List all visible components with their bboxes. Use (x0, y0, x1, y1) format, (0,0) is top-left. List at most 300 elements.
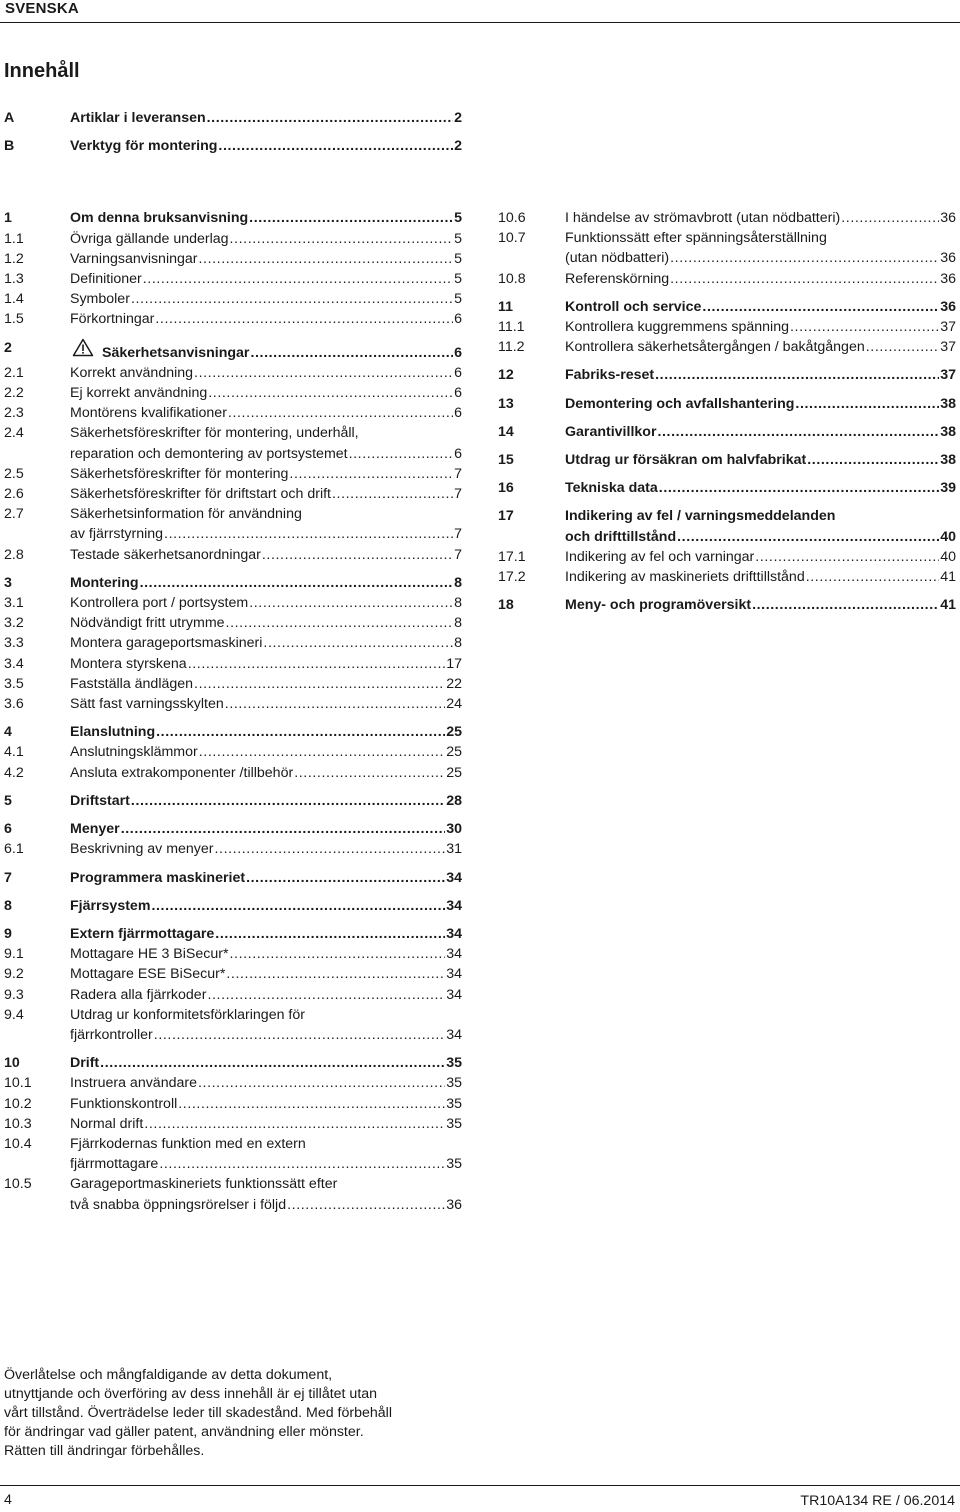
toc-entry-number: 10.5 (4, 1176, 32, 1193)
toc-entry-title: fjärrkontroller (70, 1026, 153, 1043)
toc-entry[interactable] (4, 484, 462, 504)
toc-entry-number: 9 (4, 925, 12, 942)
toc-entry-title: Indikering av fel / varningsmeddelanden (565, 508, 836, 525)
toc-entry-number: 11 (498, 298, 513, 315)
toc-page-number: 6 (454, 405, 462, 422)
toc-entry-number: 1.1 (4, 230, 24, 247)
dot-leader (155, 309, 453, 329)
copyright-notice (4, 1366, 474, 1461)
toc-entry[interactable] (4, 136, 462, 156)
toc-page-number: 40 (940, 548, 956, 565)
toc-entry[interactable] (4, 722, 462, 742)
toc-entry[interactable] (4, 383, 462, 403)
toc-page-number: 6 (454, 364, 462, 381)
toc-page-number: 6 (454, 385, 462, 402)
toc-entry[interactable] (4, 839, 462, 859)
dot-leader (131, 289, 453, 309)
toc-entry-title: Förkortningar (70, 311, 155, 328)
toc-page-number: 35 (446, 1075, 462, 1092)
toc-entry[interactable] (4, 593, 462, 613)
toc-entry-title: Referenskörning (565, 270, 670, 287)
dot-leader (670, 248, 939, 268)
toc-page-number: 5 (454, 250, 462, 267)
dot-leader (332, 484, 453, 504)
dot-leader (841, 208, 939, 228)
toc-entry-number: 9.3 (4, 986, 24, 1003)
dot-leader (225, 694, 445, 714)
toc-entry[interactable] (498, 394, 956, 414)
dot-leader (230, 944, 446, 964)
dot-leader (208, 383, 453, 403)
toc-page-number: 37 (940, 367, 956, 384)
toc-entry-number: 1.4 (4, 291, 24, 308)
toc-page-number: 8 (454, 595, 462, 612)
toc-page-number: 36 (446, 1196, 462, 1213)
toc-entry[interactable] (498, 595, 956, 615)
dot-leader (207, 985, 445, 1005)
toc-entry-title: Fastställa ändlägen (70, 675, 194, 692)
toc-entry[interactable] (4, 363, 462, 383)
toc-page-number: 35 (446, 1055, 462, 1072)
toc-entry-title: Fabriks-reset (565, 367, 655, 384)
toc-entry-title: Garageportmaskineriets funktionssätt efter (70, 1176, 338, 1193)
toc-entry[interactable] (4, 108, 462, 128)
toc-entry-number: 10.1 (4, 1075, 32, 1092)
toc-page-number: 6 (454, 344, 462, 361)
dot-leader (144, 1114, 445, 1134)
toc-entry[interactable] (4, 896, 462, 916)
toc-page-number: 7 (454, 526, 462, 543)
toc-page-number: 35 (446, 1115, 462, 1132)
page-number: 4 (4, 1492, 12, 1508)
toc-entry-title: Elanslutning (70, 724, 156, 741)
toc-entry-title: Kontroll och service (565, 298, 702, 315)
dot-leader (262, 545, 453, 565)
toc-entry-title: Kontrollera port / portsystem (70, 595, 249, 612)
dot-leader (287, 1195, 445, 1215)
toc-page-number: 36 (940, 298, 956, 315)
toc-entry-number: 1.2 (4, 250, 24, 267)
toc-entry-title: Driftstart (70, 792, 130, 809)
toc-entry-title: Instruera användare (70, 1075, 197, 1092)
toc-entry-title: Montera garageportsmaskineri (70, 635, 263, 652)
toc-entry-number: 2.2 (4, 385, 24, 402)
toc-entry[interactable] (4, 613, 462, 633)
toc-entry-title: Definitioner (70, 271, 142, 288)
toc-entry-title: Montera styrskena (70, 655, 187, 672)
toc-page-number: 35 (446, 1156, 462, 1173)
dot-leader (807, 450, 939, 470)
toc-page-number: 34 (446, 966, 462, 983)
toc-entry[interactable] (498, 506, 956, 546)
toc-page-number: 22 (446, 675, 462, 692)
notice-line: Överlåtelse och mångfaldigande av detta dokument, (4, 1367, 333, 1383)
toc-entry-number: 2.1 (4, 364, 24, 381)
toc-entry[interactable] (498, 478, 956, 498)
toc-entry-number: 9.2 (4, 966, 24, 983)
toc-entry-number: 17 (498, 508, 514, 525)
toc-entry-title: Mottagare ESE BiSecur* (70, 966, 226, 983)
toc-entry[interactable] (4, 964, 462, 984)
toc-entry-title: Säkerhetsinformation för användning (70, 506, 302, 523)
toc-entry[interactable] (4, 868, 462, 888)
toc-entry[interactable] (4, 269, 462, 289)
dot-leader (199, 742, 445, 762)
dot-leader (755, 547, 939, 567)
toc-page-number: 38 (940, 423, 956, 440)
toc-page-number: 31 (446, 841, 462, 858)
toc-entry-title: fjärrmottagare (70, 1156, 159, 1173)
toc-page-number: 2 (454, 138, 462, 155)
toc-entry[interactable] (4, 654, 462, 674)
toc-entry-title: Tekniska data (565, 480, 658, 497)
toc-page-number: 5 (454, 230, 462, 247)
toc-entry[interactable] (4, 791, 462, 811)
toc-entry[interactable] (4, 819, 462, 839)
toc-entry[interactable] (4, 1094, 462, 1114)
toc-entry[interactable] (4, 1073, 462, 1093)
toc-entry-number: 2.4 (4, 425, 24, 442)
toc-entry-number: 11.1 (498, 319, 525, 336)
toc-page-number: 36 (940, 210, 956, 226)
toc-entry-title: Utdrag ur försäkran om halvfabrikat (565, 452, 807, 469)
toc-entry[interactable] (4, 545, 462, 565)
dot-leader (657, 422, 939, 442)
document-code: TR10A134 RE / 06.2014 (800, 1493, 955, 1509)
footer-divider (0, 1485, 960, 1486)
toc-entry-title: I händelse av strömavbrott (utan nödbatteri) (565, 210, 841, 226)
toc-page-number: 34 (446, 869, 462, 886)
toc-entry[interactable] (4, 763, 462, 783)
toc-entry-title: Funktionssätt efter spänningsåterställning (565, 230, 827, 247)
notice-line: Rätten till ändringar förbehålles. (4, 1443, 205, 1459)
toc-page-number: 34 (446, 925, 462, 942)
toc-entry[interactable] (498, 269, 956, 289)
toc-entry-number: A (4, 110, 15, 126)
dot-leader (655, 365, 939, 385)
dot-leader (806, 567, 940, 587)
toc-page-number: 24 (446, 696, 462, 713)
toc-page-number: 6 (454, 311, 462, 328)
toc-entry-number: 2.5 (4, 465, 24, 482)
toc-entry-title: Ansluta extrakomponenter /tillbehör (70, 764, 294, 781)
toc-entry[interactable] (4, 249, 462, 269)
toc-entry[interactable] (4, 633, 462, 653)
toc-left-column (4, 108, 462, 1215)
dot-leader (178, 1094, 445, 1114)
dot-leader (140, 573, 454, 593)
toc-entry-number: 3.1 (4, 595, 24, 612)
toc-page-number: 34 (446, 986, 462, 1003)
toc-entry-number: 1.3 (4, 271, 24, 288)
toc-page-number: 38 (940, 452, 956, 469)
toc-entry-number: 3.3 (4, 635, 24, 652)
toc-entry-title: Garantivillkor (565, 423, 657, 440)
language-label: SVENSKA (5, 0, 79, 17)
toc-entry-title: Meny- och programöversikt (565, 597, 752, 614)
dot-leader (143, 269, 453, 289)
toc-entry-number: 2.3 (4, 405, 24, 422)
toc-entry[interactable] (498, 365, 956, 385)
toc-entry-title: Radera alla fjärrkoder (70, 986, 207, 1003)
toc-page-number: 5 (454, 210, 462, 227)
toc-entry[interactable] (4, 208, 462, 228)
toc-page-number: 2 (454, 110, 462, 126)
dot-leader (226, 613, 454, 633)
toc-entry-title: Extern fjärrmottagare (70, 925, 215, 942)
dot-leader (159, 1154, 445, 1174)
toc-entry[interactable] (4, 1053, 462, 1073)
toc-entry-number: 15 (498, 452, 514, 469)
toc-entry-title: Sätt fast varningsskylten (70, 696, 224, 713)
toc-page-number: 36 (940, 270, 956, 287)
toc-entry-number: 6.1 (4, 841, 24, 858)
toc-entry-number: 7 (4, 869, 12, 886)
toc-entry[interactable] (498, 422, 956, 442)
dot-leader (795, 394, 939, 414)
toc-entry-number: 1.5 (4, 311, 24, 328)
toc-entry-number: 10.6 (498, 210, 526, 226)
toc-entry[interactable] (4, 338, 462, 363)
toc-entry-title: Ej korrekt användning (70, 385, 208, 402)
toc-entry-title: Symboler (70, 291, 130, 308)
toc-entry[interactable] (4, 309, 462, 329)
toc-entry-title: Utdrag ur konformitetsförklaringen för (70, 1006, 305, 1023)
dot-leader (249, 593, 453, 613)
notice-line: för ändringar vad gäller patent, användning eller mönster. (4, 1424, 364, 1440)
toc-entry[interactable] (498, 208, 956, 228)
toc-entry-number: 3 (4, 574, 12, 591)
toc-entry[interactable] (4, 573, 462, 593)
toc-page-number: 5 (454, 291, 462, 308)
toc-entry[interactable] (4, 403, 462, 423)
toc-entry-number: 11.2 (498, 339, 525, 356)
language-header (0, 0, 960, 23)
toc-entry[interactable] (4, 924, 462, 944)
toc-page-number: 6 (454, 445, 462, 462)
toc-page-number: 39 (940, 480, 956, 497)
toc-entry-title: Beskrivning av menyer (70, 841, 214, 858)
dot-leader (866, 337, 939, 357)
toc-page-number: 38 (940, 395, 956, 412)
toc-entry-title: Funktionskontroll (70, 1095, 178, 1112)
toc-entry-number: 4.2 (4, 764, 24, 781)
toc-entry[interactable] (4, 1174, 462, 1214)
toc-entry-title: Säkerhetsföreskrifter för montering (70, 465, 289, 482)
toc-entry-number: 17.1 (498, 548, 526, 565)
page-title: Innehåll (4, 60, 80, 82)
toc-entry-number: 10.7 (498, 230, 526, 247)
toc-page-number: 41 (940, 597, 956, 614)
dot-leader (294, 763, 445, 783)
toc-page-number: 41 (940, 569, 956, 586)
toc-entry-title: två snabba öppningsrörelser i följd (70, 1196, 287, 1213)
toc-entry-title: Testade säkerhetsanordningar (70, 546, 261, 563)
toc-page-number: 17 (446, 655, 462, 672)
dot-leader (194, 674, 445, 694)
dot-leader (131, 791, 445, 811)
toc-entry-number: 10.3 (4, 1115, 32, 1132)
toc-entry-number: 4.1 (4, 744, 24, 761)
toc-entry-title: Programmera maskineriet (70, 869, 246, 886)
toc-page-number: 8 (454, 635, 462, 652)
toc-entry-number: 10.2 (4, 1095, 32, 1112)
toc-entry[interactable] (498, 450, 956, 470)
dot-leader (151, 896, 445, 916)
toc-entry-number: 3.4 (4, 655, 24, 672)
toc-page-number: 7 (454, 546, 462, 563)
toc-page-number: 25 (446, 724, 462, 741)
toc-entry-title: Om denna bruksanvisning (70, 210, 249, 227)
toc-entry[interactable] (4, 674, 462, 694)
dot-leader (250, 343, 453, 363)
dot-leader (246, 868, 445, 888)
toc-entry-number: 16 (498, 480, 514, 497)
toc-entry[interactable] (498, 337, 956, 357)
toc-entry[interactable] (4, 1134, 462, 1174)
toc-entry[interactable] (4, 229, 462, 249)
dot-leader (100, 1053, 445, 1073)
toc-entry-title: Säkerhetsföreskrifter för driftstart och drift (70, 486, 331, 503)
toc-entry-title: Kontrollera säkerhetsåtergången / bakåtgången (565, 339, 865, 356)
toc-entry-number: B (4, 138, 15, 155)
toc-entry-title: Verktyg för montering (70, 138, 218, 155)
toc-entry-title: Säkerhetsanvisningar (102, 344, 250, 361)
toc-entry-title: Fjärrsystem (70, 897, 151, 914)
toc-entry[interactable] (4, 694, 462, 714)
toc-entry-title: reparation och demontering av portsystemet (70, 445, 348, 462)
toc-entry-number: 17.2 (498, 569, 526, 586)
toc-entry[interactable] (4, 944, 462, 964)
toc-entry-title: Drift (70, 1055, 100, 1072)
toc-page-number: 36 (940, 250, 956, 267)
toc-page-number: 30 (446, 821, 462, 838)
toc-page-number: 8 (454, 615, 462, 632)
toc-entry[interactable] (4, 504, 462, 544)
toc-entry-title: Korrekt användning (70, 364, 194, 381)
dot-leader (670, 269, 939, 289)
toc-entry[interactable] (4, 423, 462, 463)
dot-leader (659, 478, 939, 498)
toc-entry-number: 3.2 (4, 615, 24, 632)
toc-entry-number: 18 (498, 597, 514, 614)
notice-line: vårt tillstånd. Överträdelse leder till skadestånd. Med förbehåll (4, 1405, 392, 1421)
dot-leader (215, 924, 445, 944)
toc-entry-number: 5 (4, 792, 12, 809)
toc-page-number: 34 (446, 897, 462, 914)
toc-entry-title: Nödvändigt fritt utrymme (70, 615, 225, 632)
toc-entry-number: 3.6 (4, 696, 24, 713)
toc-entry-title: Menyer (70, 821, 120, 838)
toc-entry-title: Demontering och avfallshantering (565, 395, 795, 412)
dot-leader (164, 524, 453, 544)
toc-entry-title: Övriga gällande underlag (70, 230, 229, 247)
notice-line: utnyttjande och överföring av dess innehåll är ej tillåtet utan (4, 1386, 378, 1402)
toc-page-number: 5 (454, 271, 462, 288)
dot-leader (263, 633, 453, 653)
toc-entry-title: Artiklar i leveransen (70, 110, 206, 126)
toc-entry[interactable] (4, 985, 462, 1005)
dot-leader (228, 403, 453, 423)
toc-entry[interactable] (498, 547, 956, 567)
toc-entry-number: 8 (4, 897, 12, 914)
dot-leader (218, 136, 453, 156)
toc-entry-number: 3.5 (4, 675, 24, 692)
toc-entry-title: Varningsanvisningar (70, 250, 198, 267)
toc-entry-number: 2.6 (4, 486, 24, 503)
toc-page-number: 34 (446, 946, 462, 963)
dot-leader (677, 527, 939, 547)
toc-entry[interactable] (4, 1114, 462, 1134)
toc-entry-number: 10.8 (498, 270, 526, 287)
toc-right-column (498, 208, 956, 615)
dot-leader (349, 444, 454, 464)
toc-entry[interactable] (498, 317, 956, 337)
toc-entry[interactable] (4, 742, 462, 762)
toc-entry-title: och drifttillstånd (565, 528, 677, 545)
toc-entry-number: 12 (498, 367, 514, 384)
toc-entry-number: 9.4 (4, 1006, 24, 1023)
toc-entry[interactable] (4, 289, 462, 309)
dot-leader (207, 108, 453, 128)
dot-leader (226, 964, 445, 984)
dot-leader (790, 317, 939, 337)
toc-entry[interactable] (498, 567, 956, 587)
toc-entry-number: 14 (498, 423, 514, 440)
dot-leader (188, 654, 446, 674)
toc-entry-number: 10 (4, 1055, 20, 1072)
toc-entry-title: (utan nödbatteri) (565, 250, 670, 267)
toc-entry-number: 13 (498, 395, 514, 412)
dot-leader (702, 297, 939, 317)
toc-entry-number: 10.4 (4, 1135, 32, 1152)
toc-entry-number: 2.7 (4, 506, 24, 523)
dot-leader (156, 722, 445, 742)
toc-entry[interactable] (4, 464, 462, 484)
toc-entry-title: Säkerhetsföreskrifter för montering, underhåll, (70, 425, 359, 442)
toc-entry[interactable] (4, 1005, 462, 1045)
warning-triangle-icon (72, 338, 94, 363)
toc-entry[interactable] (498, 228, 956, 268)
dot-leader (752, 595, 939, 615)
toc-page-number: 28 (446, 792, 462, 809)
dot-leader (198, 1073, 445, 1093)
toc-entry-title: Anslutningsklämmor (70, 744, 198, 761)
dot-leader (215, 839, 446, 859)
toc-entry-number: 6 (4, 821, 12, 838)
toc-entry-title: Indikering av fel och varningar (565, 548, 755, 565)
toc-entry[interactable] (498, 297, 956, 317)
dot-leader (199, 249, 454, 269)
dot-leader (154, 1025, 445, 1045)
toc-entry-title: Indikering av maskineriets drifttillstånd (565, 569, 805, 586)
toc-page-number: 37 (940, 319, 956, 336)
dot-leader (230, 229, 454, 249)
toc-page-number: 35 (446, 1095, 462, 1112)
toc-entry-title: Normal drift (70, 1115, 144, 1132)
toc-entry-title: Kontrollera kuggremmens spänning (565, 319, 789, 336)
toc-entry-title: Montering (70, 574, 139, 591)
toc-entry-title: Fjärrkodernas funktion med en extern (70, 1135, 306, 1152)
toc-entry-title: Montörens kvalifikationer (70, 405, 227, 422)
toc-entry-title: Mottagare HE 3 BiSecur* (70, 946, 229, 963)
toc-page-number: 37 (940, 339, 956, 356)
toc-page-number: 34 (446, 1026, 462, 1043)
dot-leader (194, 363, 453, 383)
toc-entry-number: 2 (4, 339, 12, 356)
toc-page-number: 40 (940, 528, 956, 545)
dot-leader (289, 464, 453, 484)
